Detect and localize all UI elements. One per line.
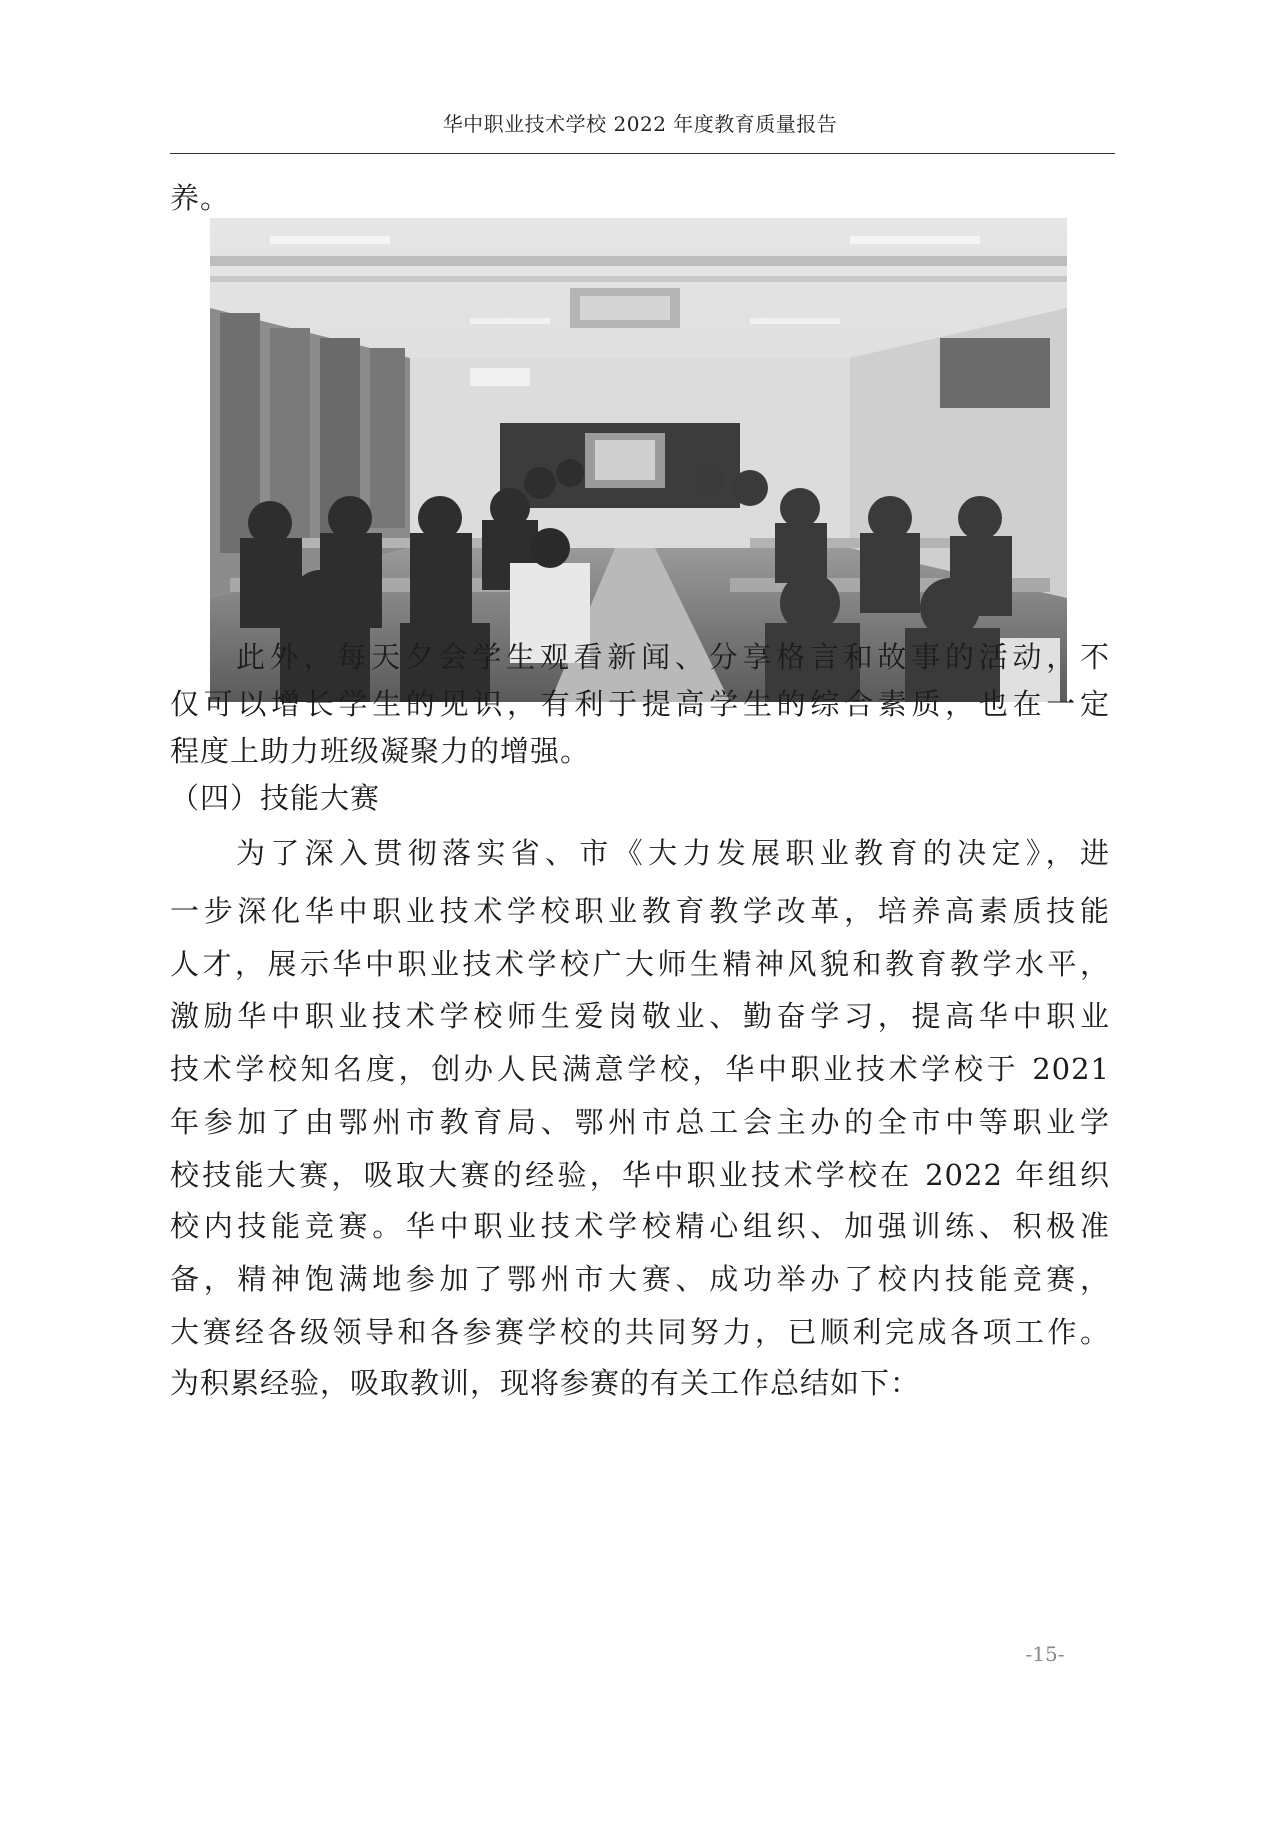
- paragraph-1-line-2: 仅可以增长学生的见识，有利于提高学生的综合素质，也在一定: [170, 687, 1110, 721]
- paragraph-2-line-3: 人才，展示华中职业技术学校广大师生精神风貌和教育教学水平，: [170, 947, 1110, 981]
- paragraph-2-line-10: 大赛经各级领导和各参赛学校的共同努力，已顺利完成各项工作。: [170, 1315, 1110, 1349]
- paragraph-1-line-1: 此外，每天夕会学生观看新闻、分享格言和故事的活动，不: [236, 640, 1110, 674]
- header-rule: [170, 153, 1115, 154]
- paragraph-2-line-8: 校内技能竞赛。华中职业技术学校精心组织、加强训练、积极准: [170, 1209, 1110, 1243]
- paragraph-2-line-6: 年参加了由鄂州市教育局、鄂州市总工会主办的全市中等职业学: [170, 1105, 1110, 1139]
- paragraph-2-line-11: 为积累经验，吸取教训，现将参赛的有关工作总结如下：: [170, 1366, 921, 1400]
- running-header: 华中职业技术学校 2022 年度教育质量报告: [442, 112, 838, 136]
- classroom-photo-graphic: [210, 218, 1067, 702]
- paragraph-2-line-1: 为了深入贯彻落实省、市《大力发展职业教育的决定》，进: [236, 836, 1110, 870]
- paragraph-2-line-5: 技术学校知名度，创办人民满意学校，华中职业技术学校于 2021: [170, 1052, 1110, 1086]
- paragraph-2-line-4: 激励华中职业技术学校师生爱岗敬业、勤奋学习，提高华中职业: [170, 999, 1110, 1033]
- paragraph-2-line-2: 一步深化华中职业技术学校职业教育教学改革，培养高素质技能: [170, 894, 1110, 928]
- paragraph-2-line-9: 备，精神饱满地参加了鄂州市大赛、成功举办了校内技能竞赛，: [170, 1262, 1110, 1296]
- carryover-line: 养。: [170, 181, 231, 215]
- paragraph-2-line-7: 校技能大赛，吸取大赛的经验，华中职业技术学校在 2022 年组织: [170, 1158, 1110, 1192]
- page-number: -15-: [1025, 1642, 1065, 1666]
- classroom-photo: [210, 218, 1067, 702]
- section-heading: （四）技能大赛: [170, 781, 381, 815]
- paragraph-1-line-3: 程度上助力班级凝聚力的增强。: [170, 734, 591, 768]
